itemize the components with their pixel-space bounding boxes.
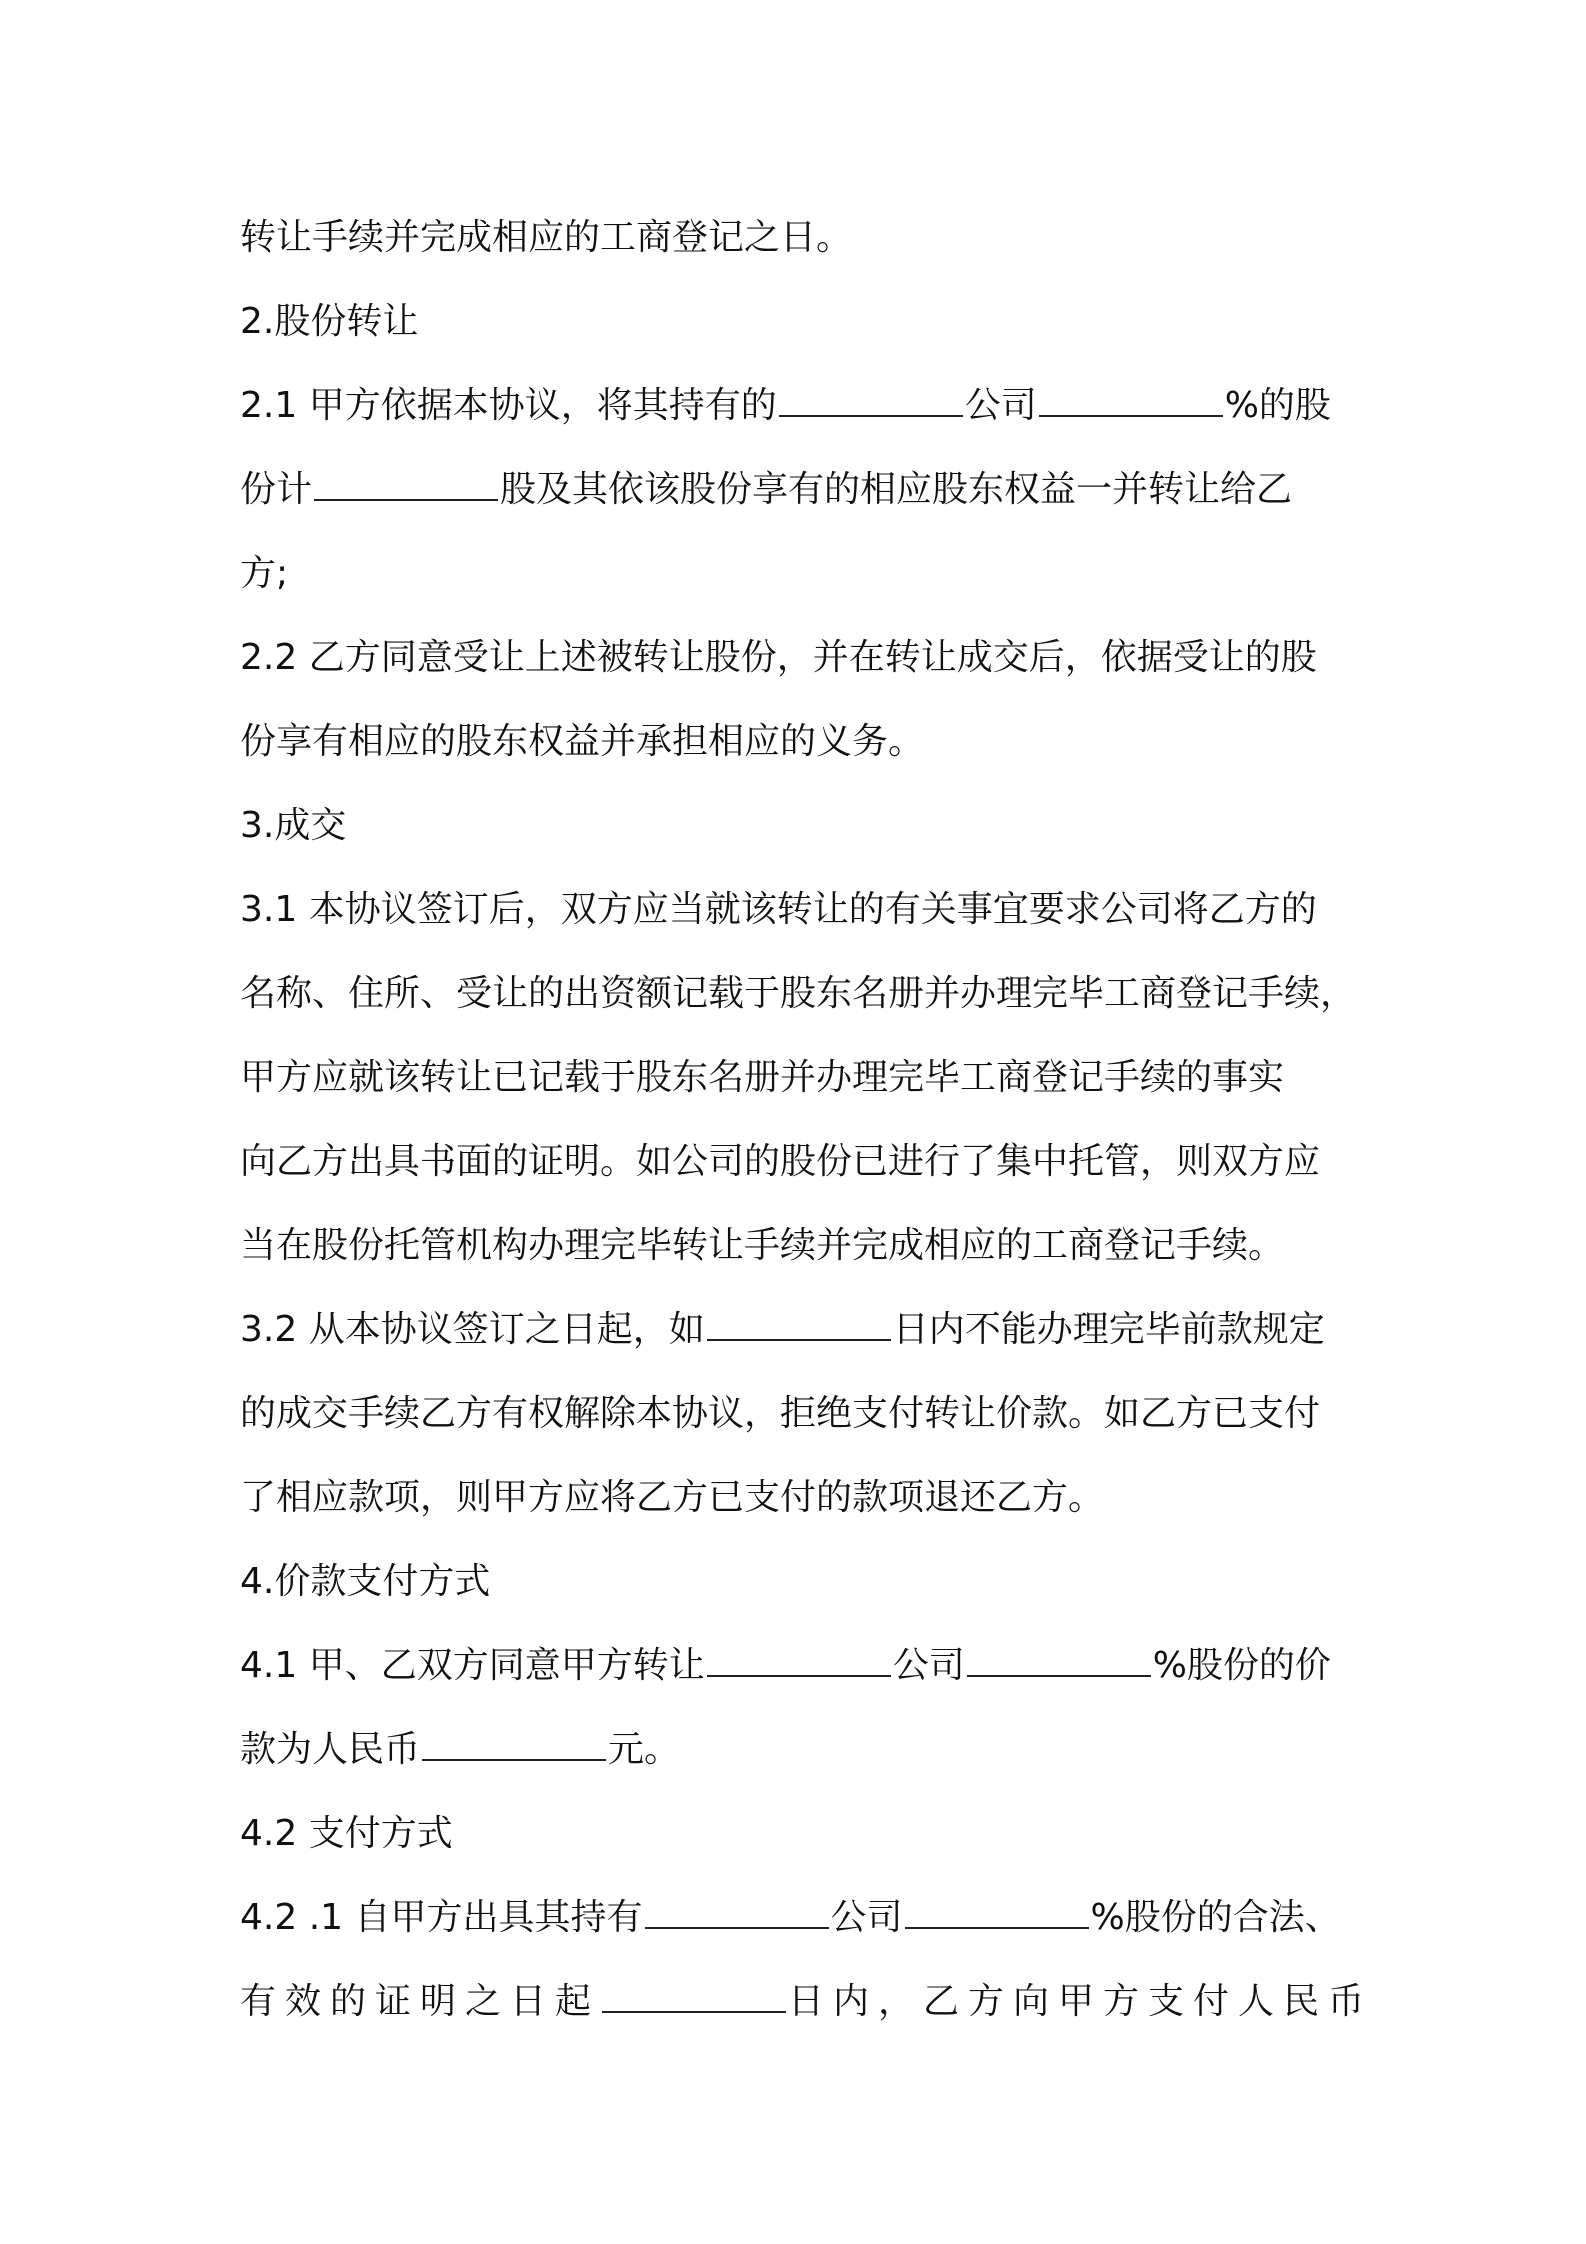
document-body [240,196,1374,2044]
text-line [240,1036,1360,1120]
paragraph-text: 有效的证明之日起 [240,1981,601,2022]
subsection-heading-4-2 [240,1792,1360,1876]
heading-text: 4.价款支付方式 [240,1561,491,1602]
paragraph-text: 2.2 乙方同意受让上述被转让股份，并在转让成交后，依据受让的股 [240,637,1317,678]
text-line [240,196,1360,280]
text-line [240,868,1360,952]
paragraph-text: 款为人民币 [240,1729,421,1770]
text-line [240,1960,1374,2044]
text-line [240,448,1360,532]
fill-in-blank[interactable] [314,469,498,501]
paragraph-text: 日内，乙方向甲方支付人民币 [788,1981,1374,2022]
paragraph-text: 名称、住所、受让的出资额记载于股东名册并办理完毕工商登记手续， [240,973,1357,1014]
text-line [240,364,1360,448]
text-line [240,1456,1360,1540]
paragraph-text: 公司 [830,1897,903,1938]
text-line [240,952,1360,1036]
paragraph-text: 份享有相应的股东权益并承担相应的义务。 [240,721,925,762]
fill-in-blank[interactable] [602,1981,786,2013]
heading-text: 4.2 支付方式 [240,1813,453,1854]
paragraph-text: 向乙方出具书面的证明。如公司的股份已进行了集中托管，则双方应 [240,1141,1321,1182]
section-heading-3 [240,784,1360,868]
text-line [240,1372,1360,1456]
paragraph-text: 4.2 .1 自甲方出具其持有 [240,1897,643,1938]
text-line [240,1876,1360,1960]
paragraph-text: 的成交手续乙方有权解除本协议，拒绝支付转让价款。如乙方已支付 [240,1393,1321,1434]
fill-in-blank[interactable] [707,1645,891,1677]
section-heading-4 [240,1540,1360,1624]
fill-in-blank[interactable] [1039,385,1223,417]
heading-text: 3.成交 [240,805,347,846]
text-line [240,616,1360,700]
heading-text: 2.股份转让 [240,301,419,342]
paragraph-text: %股份的合法、 [1090,1897,1341,1938]
text-line [240,1288,1360,1372]
fill-in-blank[interactable] [779,385,963,417]
paragraph-text: 份计 [240,469,313,510]
text-line [240,700,1360,784]
paragraph-text: 方; [240,553,289,594]
paragraph-text: 甲方应就该转让已记载于股东名册并办理完毕工商登记手续的事实 [240,1057,1285,1098]
text-line [240,1708,1360,1792]
paragraph-text: 2.1 甲方依据本协议，将其持有的 [240,385,777,426]
paragraph-text: 转让手续并完成相应的工商登记之日。 [240,217,853,258]
text-line [240,1120,1360,1204]
paragraph-text: 4.1 甲、乙双方同意甲方转让 [240,1645,705,1686]
paragraph-text: 公司 [964,385,1037,426]
section-heading-2 [240,280,1360,364]
fill-in-blank[interactable] [422,1729,606,1761]
text-line [240,532,1360,616]
fill-in-blank[interactable] [967,1645,1151,1677]
fill-in-blank[interactable] [645,1897,829,1929]
paragraph-text: 公司 [892,1645,965,1686]
fill-in-blank[interactable] [905,1897,1089,1929]
paragraph-text: 当在股份托管机构办理完毕转让手续并完成相应的工商登记手续。 [240,1225,1285,1266]
paragraph-text: %的股 [1224,385,1331,426]
paragraph-text: 日内不能办理完毕前款规定 [892,1309,1325,1350]
paragraph-text: 3.2 从本协议签订之日起，如 [240,1309,705,1350]
fill-in-blank[interactable] [707,1309,891,1341]
paragraph-text: 3.1 本协议签订后，双方应当就该转让的有关事宜要求公司将乙方的 [240,889,1317,930]
paragraph-text: 元。 [608,1729,681,1770]
paragraph-text: %股份的价 [1152,1645,1331,1686]
text-line [240,1624,1360,1708]
paragraph-text: 股及其依该股份享有的相应股东权益一并转让给乙 [500,469,1293,510]
paragraph-text: 了相应款项，则甲方应将乙方已支付的款项退还乙方。 [240,1477,1105,1518]
text-line [240,1204,1360,1288]
